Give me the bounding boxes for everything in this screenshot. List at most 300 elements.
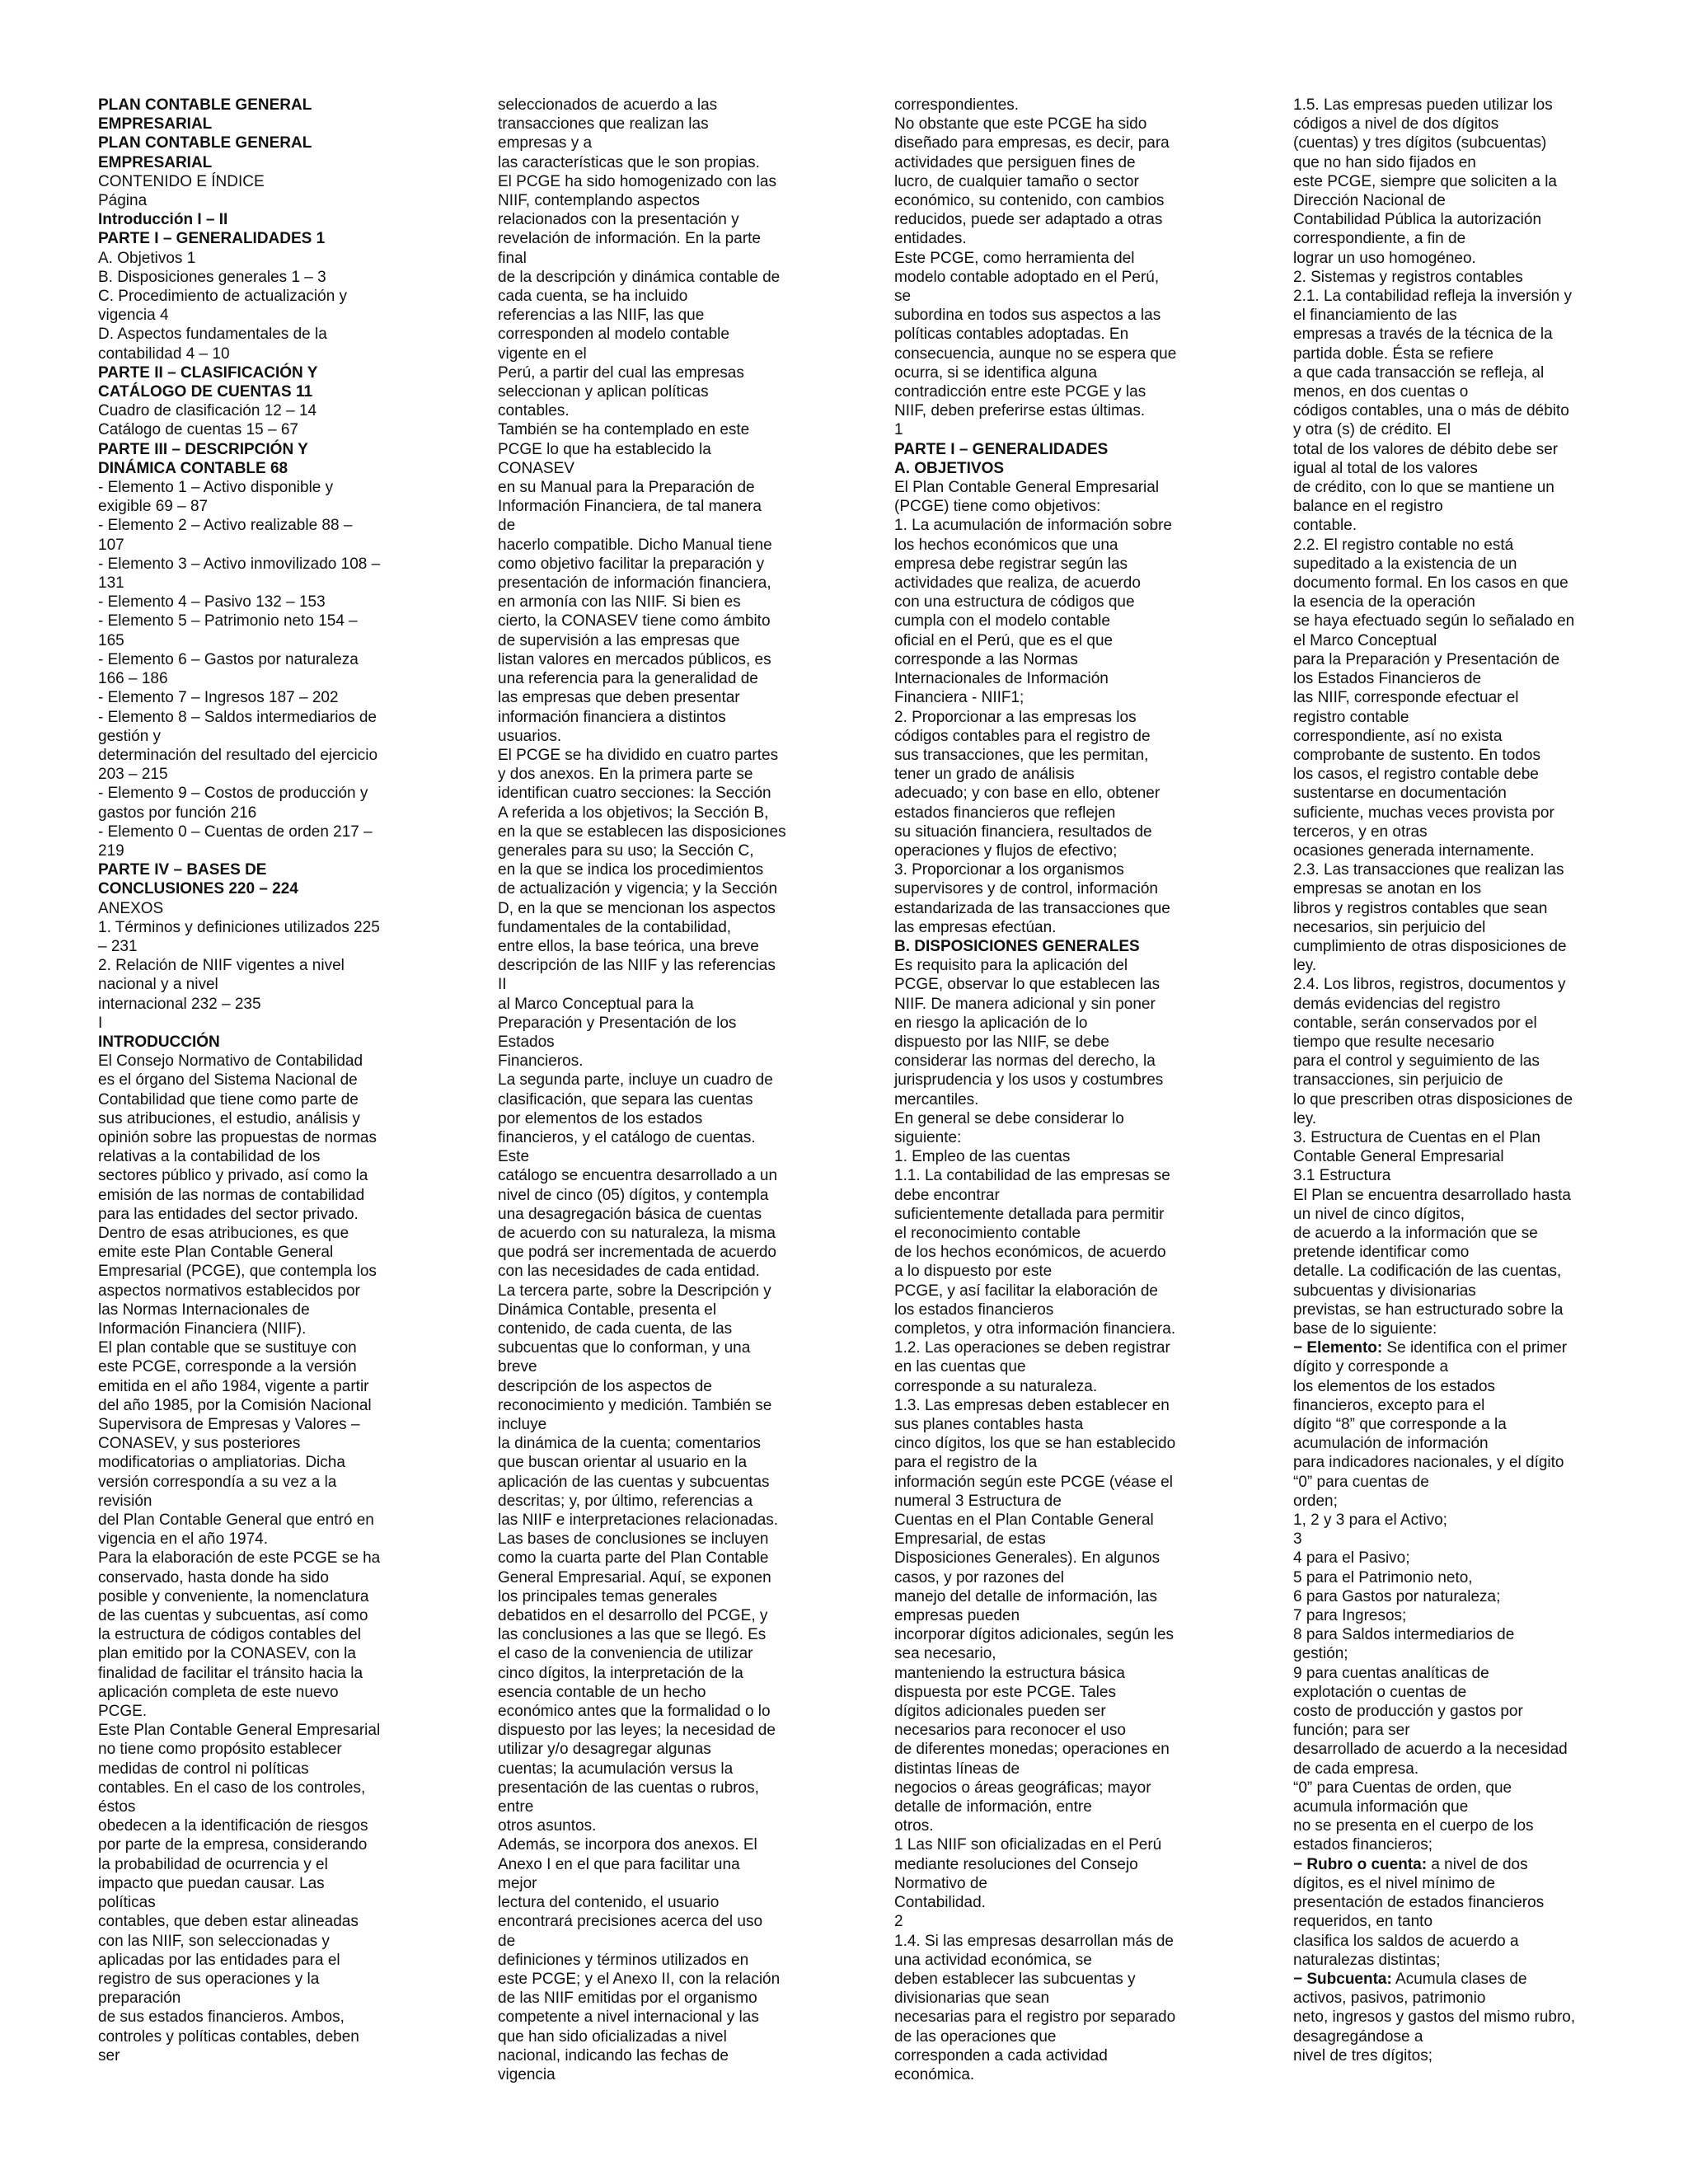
text-line: Página (98, 192, 148, 210)
text-line: clasificación, que separa las cuentas (498, 1090, 753, 1108)
text-line: 1.2. Las operaciones se deben registrar (894, 1339, 1170, 1357)
text-line: Financieros. (498, 1052, 584, 1071)
text-line: Cuentas en el Plan Contable General (894, 1511, 1154, 1530)
text-line: se haya efectuado según lo señalado en (1293, 612, 1575, 630)
text-line: El Plan se encuentra desarrollado hasta (1293, 1186, 1571, 1204)
text-line: de las operaciones que (894, 2027, 1057, 2046)
text-line: lo que prescriben otras disposiciones de (1293, 1090, 1573, 1108)
text-line: 1.3. Las empresas deben establecer en (894, 1396, 1170, 1414)
text-line: - Elemento 6 – Gastos por naturaleza (98, 650, 359, 668)
text-line: El plan contable que se sustituye con (98, 1339, 357, 1357)
text-line: en las cuentas que (894, 1358, 1026, 1376)
text-line: con las NIIF, son seleccionadas y (98, 1932, 330, 1950)
text-line: de diferentes monedas; operaciones en (894, 1741, 1170, 1759)
text-line: aplicadas por las entidades para el (98, 1951, 340, 1969)
text-line: 131 (98, 574, 124, 593)
text-line: necesarios para reconocer el uso (894, 1722, 1126, 1740)
text-line: La tercera parte, sobre la Descripción y (498, 1282, 771, 1300)
text-line: Disposiciones Generales). En algunos (894, 1549, 1160, 1568)
text-line: negocios o áreas geográficas; mayor (894, 1779, 1151, 1797)
text-line: catálogo se encuentra desarrollado a un (498, 1167, 778, 1185)
text-line: – 231 (98, 937, 138, 955)
text-line: plan emitido por la CONASEV, con la (98, 1645, 356, 1663)
text-line: las características que le son propias. (498, 153, 760, 171)
text-line: como objetivo facilitar la preparación y (498, 555, 765, 573)
text-line: a lo dispuesto por este (894, 1263, 1053, 1281)
text-line: 2. Relación de NIIF vigentes a nivel (98, 957, 345, 975)
text-line: 3. Proporcionar a los organismos (894, 861, 1124, 879)
text-line: nacional, indicando las fechas de (498, 2046, 729, 2064)
text-line: Contabilidad que tiene como parte de (98, 1090, 359, 1108)
text-line: los estados financieros (894, 1301, 1054, 1319)
text-line: contenido, de cada cuenta, de las (498, 1320, 733, 1338)
text-line: actividades que realiza, de acuerdo (894, 574, 1141, 593)
text-line: utilizar y/o desagregar algunas (498, 1741, 711, 1759)
text-line: - Elemento 3 – Activo inmovilizado 108 – (98, 555, 381, 573)
text-line: presentación de información financiera, (498, 574, 771, 593)
text-line: para el registro de la (894, 1454, 1038, 1472)
text-line: manteniendo la estructura básica (894, 1664, 1125, 1682)
text-line: En general se debe considerar lo (894, 1109, 1124, 1127)
text-line: base de lo siguiente: (1293, 1320, 1437, 1338)
text-line: de (498, 1932, 516, 1950)
text-line: tiempo que resulte necesario (1293, 1033, 1494, 1051)
text-line: relacionados con la presentación y (498, 211, 739, 229)
text-line: entre (498, 1798, 534, 1816)
text-line: no se presenta en el cuerpo de los (1293, 1817, 1534, 1835)
text-line: suficientemente detallada para permitir (894, 1205, 1165, 1223)
text-line: corresponde a las Normas (894, 650, 1078, 668)
text-line: (cuentas) y tres dígitos (subcuentas) (1293, 134, 1547, 152)
text-line: A referida a los objetivos; la Sección B, (498, 804, 769, 822)
text-line: acumula información que (1293, 1798, 1469, 1816)
text-line: dígito “8” que corresponde a la (1293, 1416, 1507, 1434)
text-line: - Elemento 8 – Saldos intermediarios de (98, 708, 377, 726)
text-line: 166 – 186 (98, 670, 168, 688)
text-line: de acuerdo con su naturaleza, la misma (498, 1224, 776, 1242)
text-line: “0” para Cuentas de orden, que (1293, 1779, 1512, 1797)
text-line: demás evidencias del registro (1293, 995, 1501, 1013)
text-line: diseñado para empresas, es decir, para (894, 134, 1170, 152)
text-line: descripción de los aspectos de (498, 1377, 712, 1395)
text-line: Supervisora de Empresas y Valores – (98, 1416, 360, 1434)
text-line: tener un grado de análisis (894, 766, 1075, 784)
text-line: estandarizada de las transacciones que (894, 899, 1170, 917)
text-line: políticas contables adoptadas. En (894, 326, 1129, 344)
text-line: contables, que deben estar alineadas (98, 1913, 359, 1931)
text-line: divisionarias que sean (894, 1990, 1050, 2008)
text-line: éstos (98, 1798, 136, 1816)
text-line: que buscan orientar al usuario en la (498, 1454, 748, 1472)
text-line: entidades. (894, 230, 967, 248)
text-line: - Elemento 4 – Pasivo 132 – 153 (98, 593, 326, 612)
text-line: finalidad de facilitar el tránsito hacia la (98, 1664, 363, 1682)
text-line: incluye (498, 1416, 547, 1434)
text-line: la esencia de la operación (1293, 593, 1475, 612)
text-line: y dos anexos. En la primera parte se (498, 766, 753, 784)
text-line: en la que se establecen las disposiciones (498, 823, 786, 841)
text-line (1293, 1855, 1590, 1874)
text-line: - Elemento 7 – Ingresos 187 – 202 (98, 689, 339, 707)
text-line: nivel de tres dígitos; (1293, 2046, 1432, 2064)
text-line: cuentas; la acumulación versus la (498, 1760, 734, 1778)
text-line: que han sido oficializadas a nivel (498, 2027, 727, 2046)
text-line: Este PCGE, como herramienta del (894, 249, 1135, 267)
text-line: controles y políticas contables, deben (98, 2027, 359, 2046)
text-line: jurisprudencia y los usos y costumbres (894, 1071, 1164, 1090)
text-line: Estados (498, 1033, 555, 1051)
text-line: dispuesto por las leyes; la necesidad de (498, 1722, 776, 1740)
text-line: emisión de las normas de contabilidad (98, 1186, 365, 1204)
text-line: nivel de cinco (05) dígitos, y contempla (498, 1186, 769, 1204)
text-line: PARTE I – GENERALIDADES (894, 440, 1109, 458)
text-line: Empresarial (PCGE), que contempla los (98, 1263, 377, 1281)
text-line: cinco dígitos, los que se han establecido (894, 1435, 1176, 1453)
text-line: actividades que persiguen fines de (894, 153, 1136, 171)
text-line: CATÁLOGO DE CUENTAS 11 (98, 383, 313, 401)
text-line: D, en la que se mencionan los aspectos (498, 899, 776, 917)
text-line: PLAN CONTABLE GENERAL (98, 134, 312, 152)
text-line: Contabilidad. (894, 1894, 986, 1912)
text-line: pretende identificar como (1293, 1244, 1470, 1262)
text-line: distintas líneas de (894, 1760, 1020, 1778)
text-line: registro de sus operaciones y la (98, 1970, 320, 1988)
text-line: para indicadores nacionales, y el dígito (1293, 1454, 1564, 1472)
text-line: en su Manual para la Preparación de (498, 479, 755, 497)
text-line: contable. (1293, 517, 1357, 535)
text-line: lograr un uso homogéneo. (1293, 249, 1476, 267)
text-line: CONTENIDO E ÍNDICE (98, 172, 265, 190)
text-line: PCGE lo que ha establecido la (498, 440, 711, 458)
text-line: códigos a nivel de dos dígitos (1293, 115, 1499, 134)
text-line: Anexo I en el que para facilitar una (498, 1855, 740, 1873)
text-line: revelación de información. En la parte (498, 230, 761, 248)
text-line: General Empresarial. Aquí, se exponen (498, 1568, 771, 1586)
text-line: El Plan Contable General Empresarial (894, 479, 1160, 497)
text-line: NIIF, deben preferirse estas últimas. (894, 402, 1146, 420)
text-line: “0” para cuentas de (1293, 1473, 1429, 1491)
text-line: 1. Empleo de las cuentas (894, 1148, 1071, 1166)
text-line: contradicción entre este PCGE y las (894, 383, 1146, 401)
text-line: correspondientes. (894, 96, 1020, 114)
text-line: terceros, y en otras (1293, 823, 1428, 841)
text-line: las empresas efectúan. (894, 918, 1057, 936)
text-line: correspondiente, así no exista (1293, 727, 1503, 745)
text-line: emite este Plan Contable General (98, 1244, 334, 1262)
text-line: el financiamiento de las (1293, 307, 1457, 325)
text-line: definiciones y términos utilizados en (498, 1951, 749, 1969)
text-line: estados financieros que reflejen (894, 804, 1116, 822)
text-line: 1.1. La contabilidad de las empresas se (894, 1167, 1170, 1185)
text-line: correspondiente, a fin de (1293, 230, 1466, 248)
text-line: vigente en el (498, 344, 587, 363)
text-line: Contable General Empresarial (1293, 1148, 1504, 1166)
text-line: este PCGE, corresponde a la versión (98, 1358, 357, 1376)
text-line: EMPRESARIAL (98, 115, 213, 134)
text-line: cierto, la CONASEV tiene como ámbito (498, 612, 771, 630)
text-line: listan valores en mercados públicos, es (498, 650, 771, 668)
text-line: considerar las normas del derecho, la (894, 1052, 1156, 1071)
text-line: 2 (894, 1913, 903, 1931)
text-line: seleccionan y aplican políticas (498, 383, 709, 401)
text-line: fundamentales de la contabilidad, (498, 918, 732, 936)
text-line: PCGE, y así facilitar la elaboración de (894, 1282, 1158, 1300)
text-line: presentación de estados financieros (1293, 1894, 1545, 1912)
text-line: 5 para el Patrimonio neto, (1293, 1568, 1473, 1586)
text-line: necesarias para el registro por separado (894, 2008, 1176, 2027)
text-line: las empresas que deben presentar (498, 689, 740, 707)
text-line: mercantiles. (894, 1090, 979, 1108)
bold-term: − Rubro o cuenta: (1293, 1855, 1428, 1873)
text-line: CONCLUSIONES 220 – 224 (98, 880, 298, 898)
text-line: DINÁMICA CONTABLE 68 (98, 459, 288, 477)
text-line: total de los valores de débito debe ser (1293, 440, 1559, 458)
text-line: 8 para Saldos intermediarios de (1293, 1626, 1515, 1644)
text-line: detalle de información, entre (894, 1798, 1092, 1816)
text-line: los Estados Financieros de (1293, 670, 1482, 688)
text-line: dígito y corresponde a (1293, 1358, 1449, 1376)
line-text: Se identifica con el primer (1382, 1339, 1568, 1357)
text-line: para el control y seguimiento de las (1293, 1052, 1540, 1071)
text-line: gestión y (98, 727, 162, 745)
text-line: dispuesta por este PCGE. Tales (894, 1683, 1116, 1701)
text-line: detalle. La codificación de las cuentas, (1293, 1263, 1562, 1281)
text-line: de crédito, con lo que se mantiene un (1293, 479, 1554, 497)
text-line: ser (98, 2046, 120, 2064)
text-line: activos, pasivos, patrimonio (1293, 1990, 1486, 2008)
text-line: que podrá ser incrementada de acuerdo (498, 1244, 777, 1262)
text-line: casos, y por razones del (894, 1568, 1064, 1586)
text-line: del año 1985, por la Comisión Nacional (98, 1396, 372, 1414)
text-line: sectores público y privado, así como la (98, 1167, 368, 1185)
text-line: 1.4. Si las empresas desarrollan más de (894, 1932, 1174, 1950)
text-line: CONASEV (498, 459, 574, 477)
text-line: su situación financiera, resultados de (894, 823, 1152, 841)
text-line: aspectos normativos establecidos por (98, 1282, 360, 1300)
text-line: ocurra, si se identifica alguna (894, 363, 1098, 382)
text-line: cinco dígitos, la interpretación de la (498, 1664, 743, 1682)
text-line: comprobante de sustento. En todos (1293, 746, 1540, 764)
text-line: en armonía con las NIIF. Si bien es (498, 593, 741, 612)
text-line: vigencia 4 (98, 307, 169, 325)
text-line: un nivel de cinco dígitos, (1293, 1205, 1465, 1223)
text-line: medidas de control ni políticas (98, 1760, 309, 1778)
text-line: estados financieros; (1293, 1836, 1432, 1854)
text-line: D. Aspectos fundamentales de la (98, 326, 327, 344)
line-text: Acumula clases de (1391, 1970, 1527, 1988)
text-line: este PCGE; y el Anexo II, con la relación (498, 1970, 781, 1988)
text-line: descripción de las NIIF y las referencias (498, 957, 776, 975)
text-line: explotación o cuentas de (1293, 1683, 1467, 1701)
text-line: 1. Términos y definiciones utilizados 225 (98, 918, 380, 936)
text-line: manejo del detalle de información, las (894, 1587, 1157, 1605)
text-line: 2.1. La contabilidad refleja la inversión y (1293, 288, 1572, 306)
text-line: sus transacciones, que les permitan, (894, 746, 1149, 764)
text-line: 1 Las NIIF son oficializadas en el Perú (894, 1836, 1162, 1854)
text-line: de (498, 517, 516, 535)
text-line: de las cuentas y subcuentas, así como (98, 1607, 368, 1625)
text-line: Para la elaboración de este PCGE se ha (98, 1549, 381, 1568)
text-line: para la Preparación y Presentación de (1293, 650, 1560, 668)
text-line: sus planes contables hasta (894, 1416, 1084, 1434)
text-line: impacto que puedan causar. Las (98, 1874, 325, 1892)
text-line: opinión sobre las propuestas de normas (98, 1128, 377, 1146)
text-line: 219 (98, 841, 124, 860)
text-line: otros asuntos. (498, 1817, 597, 1835)
text-line: empresas pueden (894, 1607, 1020, 1625)
text-line: numeral 3 Estructura de (894, 1492, 1062, 1510)
text-line: Normativo de (894, 1874, 987, 1892)
text-line: breve (498, 1358, 537, 1376)
text-line (1293, 1338, 1590, 1357)
text-line: las conclusiones a las que se llegó. Es (498, 1626, 767, 1644)
text-line: - Elemento 9 – Costos de producción y (98, 785, 368, 803)
bold-term: − Subcuenta: (1293, 1970, 1392, 1988)
text-line: requeridos, en tanto (1293, 1913, 1433, 1931)
text-line: financieros, y el catálogo de cuentas. (498, 1128, 756, 1146)
text-column-4 (1293, 96, 1590, 2065)
text-line: siguiente: (894, 1128, 962, 1146)
text-line: aplicación completa de este nuevo (98, 1683, 339, 1701)
text-line: internacional 232 – 235 (98, 995, 261, 1013)
text-line: cumplimiento de otras disposiciones de (1293, 937, 1567, 955)
text-line: contables. (498, 402, 570, 420)
text-line: empresa debe registrar según las (894, 555, 1128, 573)
text-line: Las bases de conclusiones se incluyen (498, 1530, 769, 1549)
text-line: acumulación de información (1293, 1435, 1489, 1453)
text-line: Este Plan Contable General Empresarial (98, 1722, 381, 1740)
text-line: una desagregación básica de cuentas (498, 1205, 762, 1223)
text-line: los principales temas generales (498, 1587, 718, 1605)
text-line: Dirección Nacional de (1293, 192, 1446, 210)
text-line: final (498, 249, 527, 267)
text-column-3 (894, 96, 1191, 2084)
text-line: 165 (98, 631, 124, 649)
text-line: 6 para Gastos por naturaleza; (1293, 1587, 1501, 1605)
text-line: económico antes que la formalidad o lo (498, 1703, 771, 1721)
text-line: función; para ser (1293, 1722, 1410, 1740)
text-line: de las NIIF emitidas por el organismo (498, 1990, 757, 2008)
text-line: debe encontrar (894, 1186, 1000, 1204)
text-line: transacciones que realizan las (498, 115, 709, 134)
text-line: partida doble. Ésta se refiere (1293, 344, 1493, 363)
text-line: 7 para Ingresos; (1293, 1607, 1407, 1625)
text-line: También se ha contemplado en este (498, 421, 750, 439)
text-line: PCGE, observar lo que establecen las (894, 976, 1160, 994)
text-line: las NIIF e interpretaciones relacionadas. (498, 1511, 779, 1530)
text-line: 2.4. Los libros, registros, documentos y (1293, 976, 1566, 994)
text-line: balance en el registro (1293, 498, 1443, 516)
text-line: 2. Sistemas y registros contables (1293, 268, 1523, 286)
text-line: el reconocimiento contable (894, 1224, 1081, 1242)
text-line: necesarios, sin perjuicio del (1293, 918, 1486, 936)
text-line: NIIF, contemplando aspectos (498, 192, 701, 210)
text-line: documento formal. En los casos en que (1293, 574, 1568, 593)
text-line: 3.1 Estructura (1293, 1167, 1391, 1185)
text-line: encontrará precisiones acerca del uso (498, 1913, 763, 1931)
text-line: una actividad económica, se (894, 1951, 1092, 1969)
text-line: - Elemento 1 – Activo disponible y (98, 479, 334, 497)
line-text: a nivel de dos (1427, 1855, 1528, 1873)
text-line: costo de producción y gastos por (1293, 1703, 1523, 1721)
text-line: gestión; (1293, 1645, 1348, 1663)
text-line: por parte de la empresa, considerando (98, 1836, 368, 1854)
text-line: ocasiones generada internamente. (1293, 841, 1535, 860)
text-line: II (498, 976, 507, 994)
text-line: cumpla con el modelo contable (894, 612, 1110, 630)
text-line: y otra (s) de crédito. El (1293, 421, 1451, 439)
text-line: Contabilidad Pública la autorización (1293, 211, 1542, 229)
text-line: libros y registros contables que sean (1293, 899, 1548, 917)
text-line: supeditado a la existencia de un (1293, 555, 1517, 573)
text-line: esencia contable de un hecho (498, 1683, 706, 1701)
text-line: consecuencia, aunque no se espera que (894, 344, 1177, 363)
text-line: ley. (1293, 957, 1317, 975)
text-line: generales para su uso; la Sección C, (498, 841, 754, 860)
text-line: se (894, 288, 912, 306)
text-line: en riesgo la aplicación de lo (894, 1014, 1088, 1032)
text-line: - Elemento 2 – Activo realizable 88 – (98, 517, 353, 535)
text-line: contable, serán conservados por el (1293, 1014, 1537, 1032)
text-line: oficial en el Perú, que es el que (894, 631, 1114, 649)
text-line: Este (498, 1148, 530, 1166)
text-line: 1, 2 y 3 para el Activo; (1293, 1511, 1447, 1530)
text-line: 3 (1293, 1530, 1302, 1549)
text-line: reconocimiento y medición. También se (498, 1396, 772, 1414)
text-line: 2.3. Las transacciones que realizan las (1293, 861, 1564, 879)
text-line: NIIF. De manera adicional y sin poner (894, 995, 1156, 1013)
text-line: relativas a la contabilidad de los (98, 1148, 321, 1166)
text-line: corresponden a cada actividad (894, 2046, 1108, 2064)
text-line: gastos por función 216 (98, 804, 257, 822)
text-line: 1 (894, 421, 903, 439)
text-line: el caso de la conveniencia de utilizar (498, 1645, 753, 1663)
text-line: a que cada transacción se refleja, al (1293, 363, 1545, 382)
text-line: aplicación de las cuentas y subcuentas (498, 1473, 770, 1491)
text-line: políticas (98, 1894, 156, 1912)
text-line: lucro, de cualquier tamaño o sector (894, 172, 1139, 190)
text-line: económico, su contenido, con cambios (894, 192, 1165, 210)
text-line: las NIIF, corresponde efectuar el (1293, 689, 1519, 707)
text-line: - Elemento 5 – Patrimonio neto 154 – (98, 612, 358, 630)
text-line: revisión (98, 1492, 152, 1510)
text-line: de la descripción y dinámica contable de (498, 268, 781, 286)
text-line: empresas y a (498, 134, 593, 152)
text-line: Perú, a partir del cual las empresas (498, 363, 744, 382)
text-line: subcuentas que lo conforman, y una (498, 1339, 751, 1357)
text-line: por elementos de los estados (498, 1109, 703, 1127)
text-line: al Marco Conceptual para la (498, 995, 694, 1013)
text-line: corresponden al modelo contable (498, 326, 729, 344)
text-line: 9 para cuentas analíticas de (1293, 1664, 1489, 1682)
text-line: El PCGE se ha dividido en cuatro partes (498, 746, 779, 764)
text-line: modificatorias o ampliatorias. Dicha (98, 1454, 345, 1472)
text-line: 2.2. El registro contable no está (1293, 536, 1514, 554)
text-line: determinación del resultado del ejercicio (98, 746, 378, 764)
text-line: que no han sido fijados en (1293, 153, 1476, 171)
text-line: hacerlo compatible. Dicho Manual tiene (498, 536, 772, 554)
text-line: (PCGE) tiene como objetivos: (894, 498, 1101, 516)
text-line: las Normas Internacionales de (98, 1301, 310, 1319)
text-line: PARTE II – CLASIFICACIÓN Y (98, 363, 318, 382)
text-line: subordina en todos sus aspectos a las (894, 307, 1161, 325)
text-line: Dinámica Contable, presenta el (498, 1301, 717, 1319)
text-line: competente a nivel internacional y las (498, 2008, 759, 2027)
text-line: modelo contable adoptado en el Perú, (894, 268, 1160, 286)
text-line: cada cuenta, se ha incluido (498, 288, 688, 306)
text-line: supervisores y de control, información (894, 880, 1158, 898)
text-line: Es requisito para la aplicación del (894, 957, 1128, 975)
